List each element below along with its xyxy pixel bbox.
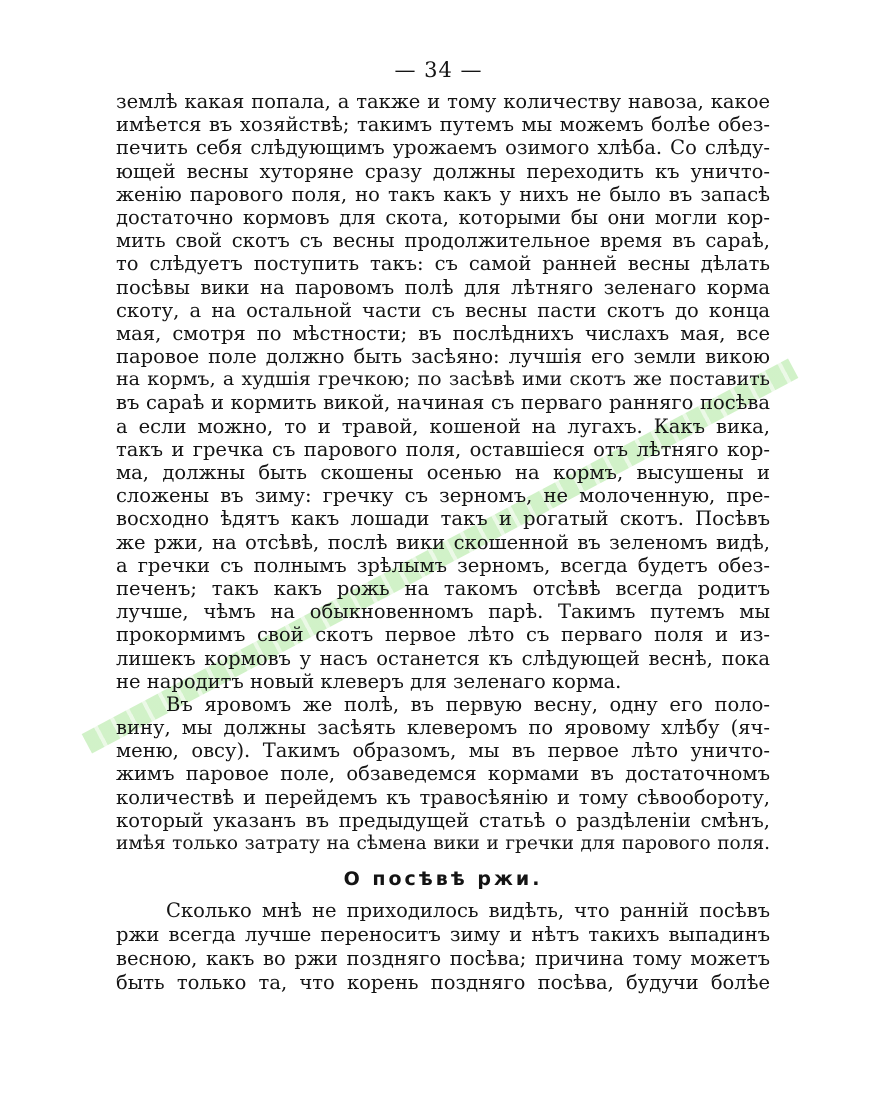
text-line: меню, овсу). Такимъ образомъ, мы въ первое лѣто уничто- [116, 739, 770, 763]
text-line: который указанъ въ предыдущей статьѣ о раздѣленіи смѣнъ, [116, 808, 770, 832]
text-line: такъ и гречка съ парового поля, оставшіеся отъ лѣтняго кор- [116, 437, 770, 461]
text-line: печенъ; такъ какъ рожь на такомъ отсѣвѣ всегда родитъ [116, 576, 770, 600]
text-line: то слѣдуетъ поступить такъ: съ самой ранней весны дѣлать [116, 252, 770, 276]
paragraph-2 [116, 693, 770, 855]
text-line: мая, смотря по мѣстности; въ послѣднихъ числахъ мая, все [116, 321, 770, 345]
text-line: ма, должны быть скошены осенью на кормъ, высушены и [116, 461, 770, 484]
text-line: имѣя только затрату на сѣмена вики и гречки для парового поля. [116, 833, 770, 854]
paragraph-1 [116, 90, 770, 693]
text-line: лишекъ кормовъ у насъ останется къ слѣдующей веснѣ, пока [116, 646, 770, 670]
text-line: а гречки съ полнымъ зрѣлымъ зерномъ, всегда будетъ обез- [116, 553, 770, 577]
text-line: женію парового поля, но такъ какъ у нихъ не было въ запасѣ [116, 182, 770, 206]
text-line: жимъ паровое поле, обзаведемся кормами въ достаточномъ [116, 762, 770, 786]
text-line: количествѣ и перейдемъ къ травосѣянію и тому сѣвообороту, [116, 785, 770, 809]
paragraph-3 [116, 899, 770, 995]
text-line: на кормъ, а худшія гречкою; по засѣвѣ ими скотъ же поставить [116, 368, 770, 391]
text-line: Въ яровомъ же полѣ, въ первую весну, одну его поло- [166, 692, 770, 716]
text-line: имѣется въ хозяйствѣ; такимъ путемъ мы можемъ болѣе обез- [116, 113, 770, 137]
section-heading: О посѣвѣ ржи. [343, 868, 543, 891]
text-line: лучше, чѣмъ на обыкновенномъ парѣ. Такимъ путемъ мы [116, 600, 770, 624]
text-line: посѣвы вики на паровомъ полѣ для лѣтняго зеленаго корма [116, 275, 770, 299]
text-line: печить себя слѣдующимъ урожаемъ озимого хлѣба. Со слѣду- [116, 136, 770, 160]
text-line: мить свой скотъ съ весны продолжительное время въ сараѣ, [116, 229, 770, 253]
text-line: вину, мы должны засѣять клеверомъ по яровому хлѣбу (яч- [116, 716, 770, 740]
text-line: а если можно, то и травой, кошеной на лугахъ. Какъ вика, [116, 414, 770, 438]
text-line: сложены въ зиму: гречку съ зерномъ, не молоченную, пре- [116, 484, 770, 508]
text-line: достаточно кормовъ для скота, которыми бы они могли кор- [116, 205, 770, 229]
text-line: въ сараѣ и кормить викой, начиная съ перваго ранняго посѣва [116, 391, 770, 415]
text-line: ющей весны хуторяне сразу должны переходить къ уничто- [116, 159, 770, 183]
text-line: не народитъ новый клеверъ для зеленаго корма. [116, 669, 622, 693]
text-line: быть только та, что корень поздняго посѣва, будучи болѣе [116, 971, 770, 995]
text-line: землѣ какая попала, а также и тому количеству навоза, какое [116, 90, 770, 113]
text-line: прокормимъ свой скотъ первое лѣто съ перваго поля и из- [116, 623, 770, 647]
text-line: ржи всегда лучше переноситъ зиму и нѣтъ такихъ выпадинъ [116, 923, 770, 947]
text-line: Сколько мнѣ не приходилось видѣть, что ранній посѣвъ [166, 899, 770, 923]
text-line: же ржи, на отсѣвѣ, послѣ вики скошенной въ зеленомъ видѣ, [116, 530, 770, 554]
page-text [116, 90, 770, 995]
text-line: скоту, а на остальной части съ весны пасти скотъ до конца [116, 298, 770, 322]
text-line: весною, какъ во ржи поздняго посѣва; причина тому можетъ [116, 947, 770, 971]
page-number: — 34 — [394, 58, 483, 82]
text-line: восходно ѣдятъ какъ лошади такъ и рогатый скотъ. Посѣвъ [116, 507, 770, 531]
text-line: паровое поле должно быть засѣяно: лучшія его земли викою [116, 345, 770, 369]
